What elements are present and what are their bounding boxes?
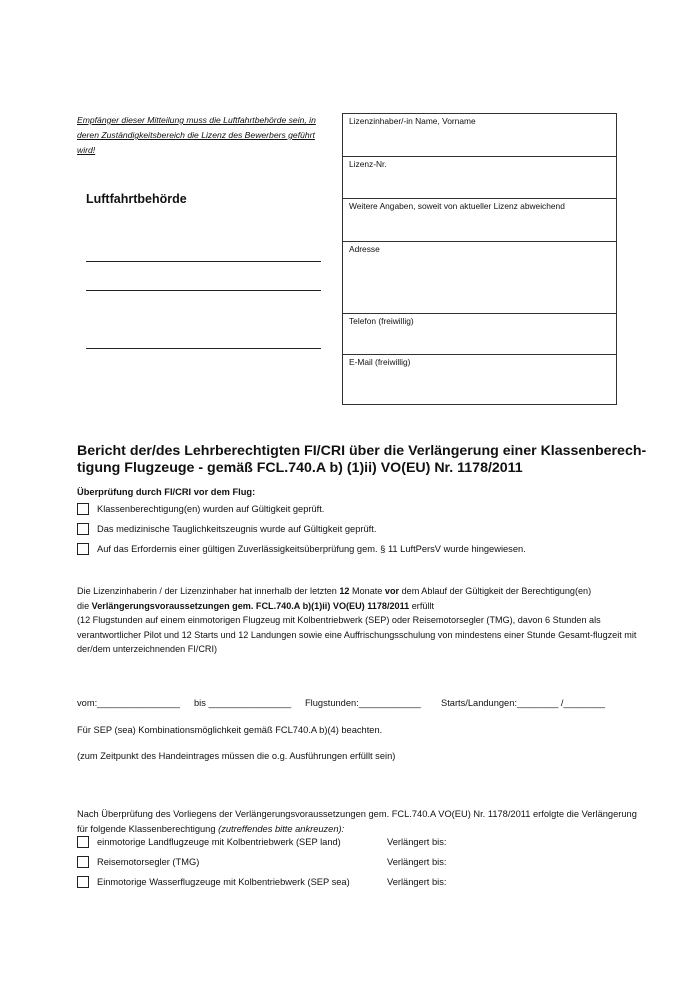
precheck-heading: Überprüfung durch FI/CRI vor dem Flug: <box>77 487 256 497</box>
precheck-checkbox-1[interactable] <box>77 503 89 515</box>
field-phone[interactable] <box>343 314 616 355</box>
renewal-line-1: Nach Überprüfung des Vorliegens der Verlängerungsvoraussetzungen gem. FCL.740.A VO(EU) Nr. 1178/2011 erfolgte die Verlängerung <box>77 809 637 819</box>
extended-until-label: Verlängert bis: <box>387 857 447 867</box>
field-further-info[interactable] <box>343 199 616 242</box>
from-field[interactable]: vom:________________ <box>77 698 180 708</box>
class-checkbox-sep-land[interactable] <box>77 836 89 848</box>
authority-line-1[interactable] <box>86 261 321 262</box>
statement-text: die <box>77 600 92 611</box>
statement-text: Die Lizenzinhaberin / der Lizenzinhaber hat innerhalb der letzten <box>77 586 340 596</box>
precheck-label-1: Klassenberechtigung(en) wurden auf Gültigkeit geprüft. <box>97 504 325 514</box>
renewal-statement <box>77 807 677 836</box>
statement-text: erfüllt <box>409 600 434 611</box>
statement-text: dem Ablauf der Gültigkeit der Berechtigung(en) <box>399 586 592 596</box>
field-label: Lizenz-Nr. <box>349 159 387 169</box>
statement-months: 12 <box>339 586 350 596</box>
statement-detail: (12 Flugstunden auf einem einmotorigen Flugzeug mit Kolbentriebwerk (SEP) oder Reisemotorsegler (TMG), davon 6 Stunden als verantwortlicher Pilot und 12 Starts und 12 Landungen sowie eine Auffrischungsschulung von mindestens einer Stunde Gesamt-flugzeit mit der/dem unterzeichnenden FI/CRI) <box>77 615 637 655</box>
precheck-label-2: Das medizinische Tauglichkeitszeugnis wurde auf Gültigkeit geprüft. <box>97 524 377 534</box>
applicant-box <box>342 113 617 405</box>
field-label: Lizenzinhaber/-in Name, Vorname <box>349 116 476 126</box>
recipient-notice: Empfänger dieser Mitteilung muss die Luftfahrtbehörde sein, in deren Zuständigkeitsbereich die Lizenz des Bewerbers geführt wird! <box>77 115 316 155</box>
field-label: Telefon (freiwillig) <box>349 316 414 326</box>
authority-line-3[interactable] <box>86 348 321 349</box>
statement-vor: vor <box>384 586 400 596</box>
precheck-label-3: Auf das Erfordernis einer gültigen Zuverlässigkeitsüberprüfung gem. § 11 LuftPersV wurde hingewiesen. <box>97 544 526 554</box>
sep-sea-note: Für SEP (sea) Kombinationsmöglichkeit gemäß FCL740.A b)(4) beachten. <box>77 725 383 735</box>
extended-until-label: Verlängert bis: <box>387 877 447 887</box>
class-label-sep-land: einmotorige Landflugzeuge mit Kolbentriebwerk (SEP land) <box>97 837 341 847</box>
authority-line-2[interactable] <box>86 290 321 291</box>
extended-until-label: Verlängert bis: <box>387 837 447 847</box>
renewal-line-2: für folgende Klassenberechtigung <box>77 823 219 834</box>
class-label-tmg: Reisemotorsegler (TMG) <box>97 857 200 867</box>
class-checkbox-tmg[interactable] <box>77 856 89 868</box>
starts-landings-field[interactable]: Starts/Landungen:________ /________ <box>441 698 605 708</box>
field-label: E-Mail (freiwillig) <box>349 357 411 367</box>
field-email[interactable] <box>343 355 616 404</box>
statement-requirements: Verlängerungsvoraussetzungen gem. FCL.740.A b)(1)ii) VO(EU) 1178/2011 <box>91 600 410 611</box>
report-title: Bericht der/des Lehrberechtigten FI/CRI über die Verlängerung einer Klassenberech-tigung Flugzeuge - gemäß FCL.740.A b) (1)ii) VO(EU) Nr. 1178/2011 <box>77 443 647 476</box>
field-name[interactable] <box>343 114 616 157</box>
class-label-sep-sea: Einmotorige Wasserflugzeuge mit Kolbentriebwerk (SEP sea) <box>97 877 350 887</box>
class-checkbox-sep-sea[interactable] <box>77 876 89 888</box>
requirements-statement <box>77 584 637 657</box>
precheck-checkbox-3[interactable] <box>77 543 89 555</box>
field-address[interactable] <box>343 242 616 314</box>
field-label: Weitere Angaben, soweit von aktueller Lizenz abweichend <box>349 201 565 211</box>
field-label: Adresse <box>349 244 380 254</box>
statement-text: Monate <box>349 586 385 596</box>
precheck-checkbox-2[interactable] <box>77 523 89 535</box>
authority-label: Luftfahrtbehörde <box>86 192 187 206</box>
to-field[interactable]: bis ________________ <box>194 698 292 708</box>
flight-hours-field[interactable]: Flugstunden:____________ <box>305 698 421 708</box>
renewal-instruction: (zutreffendes bitte ankreuzen): <box>218 823 345 834</box>
field-license-no[interactable] <box>343 157 616 199</box>
timing-note: (zum Zeitpunkt des Handeintrages müssen die o.g. Ausführungen erfüllt sein) <box>77 751 396 761</box>
